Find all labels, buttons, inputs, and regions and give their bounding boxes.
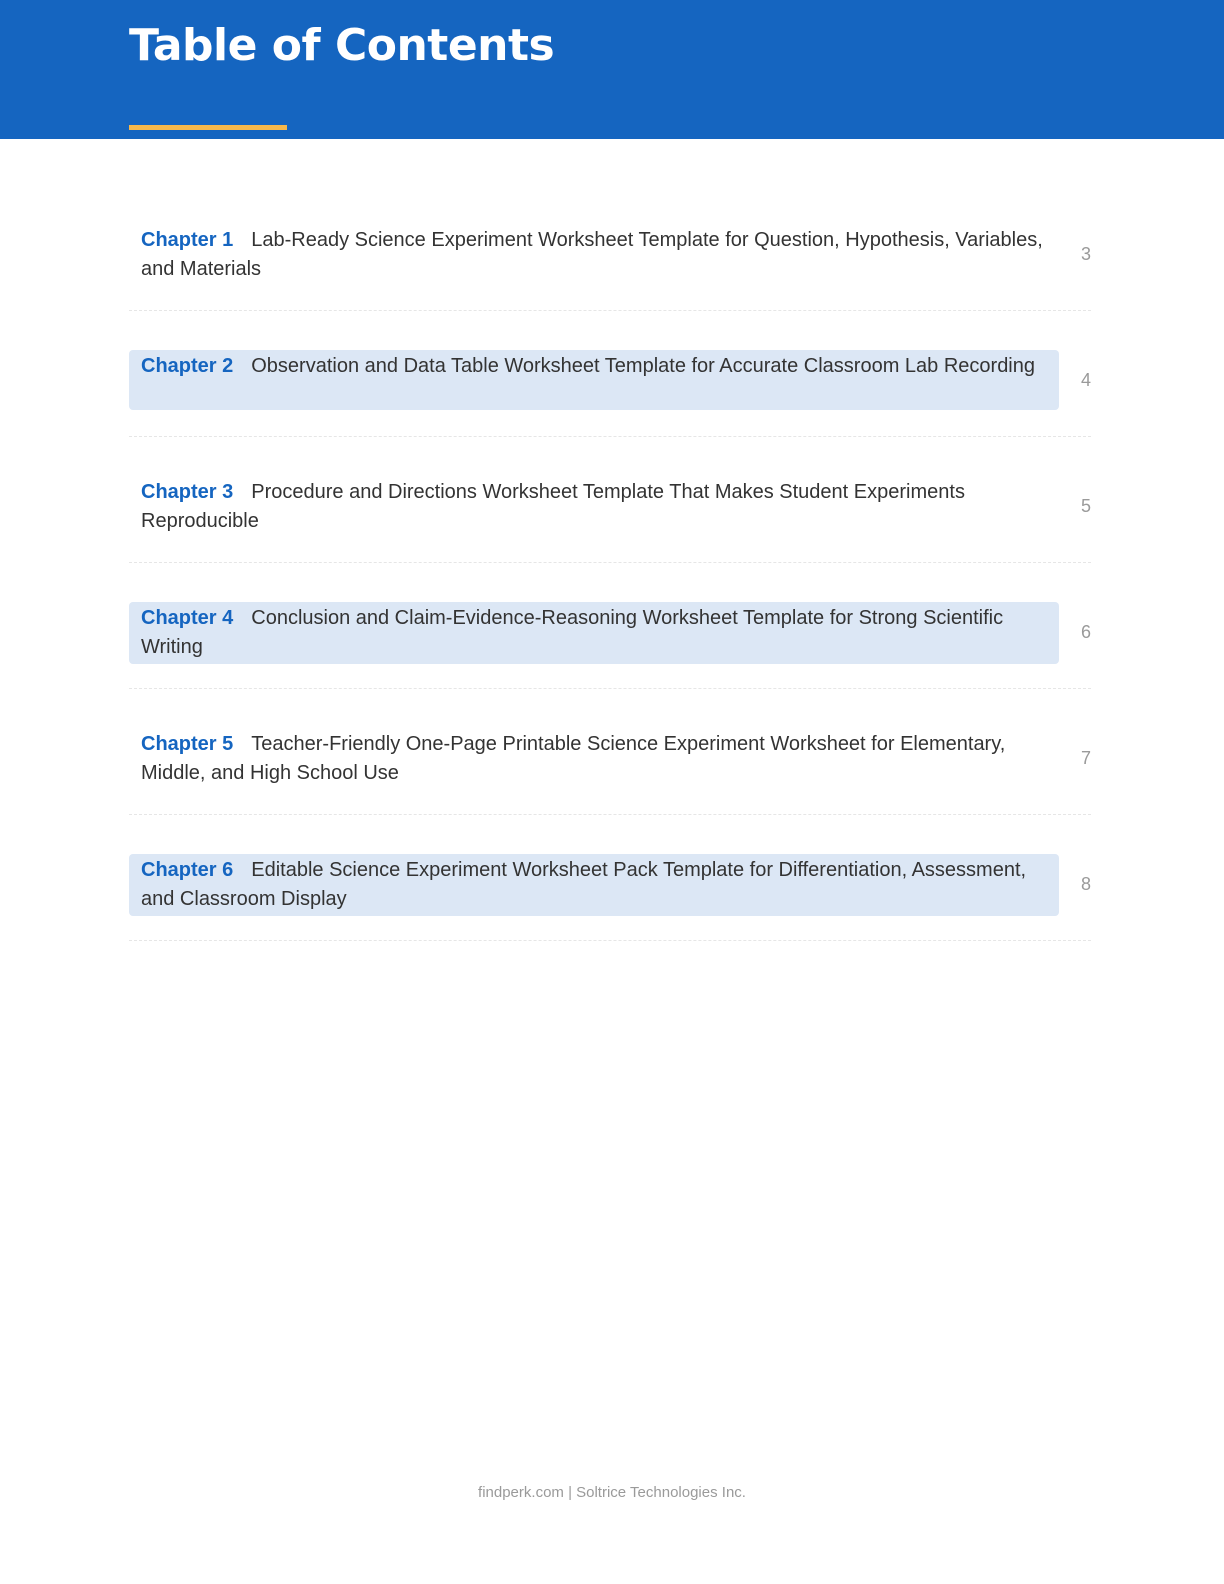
toc-entry-chapter-2[interactable]: [129, 326, 1091, 437]
toc-entry-box: [129, 350, 1059, 410]
chapter-label: Chapter 4: [141, 607, 234, 629]
chapter-title: Teacher-Friendly One-Page Printable Science Experiment Worksheet for Elementary, Middle, and High School Use: [141, 733, 1006, 784]
toc-entry-chapter-4[interactable]: [129, 578, 1091, 689]
chapter-label: Chapter 3: [141, 481, 234, 503]
chapter-title: Procedure and Directions Worksheet Template That Makes Student Experiments Reproducible: [141, 481, 965, 532]
header-banner: [0, 0, 1224, 139]
title-accent-bar: [129, 125, 287, 130]
page-title: Table of Contents: [129, 20, 555, 71]
page-number: 7: [1080, 748, 1091, 768]
chapter-label: Chapter 2: [141, 355, 234, 377]
toc-entry-text: [141, 229, 1043, 280]
footer-text: findperk.com | Soltrice Technologies Inc.: [478, 1484, 746, 1501]
toc-entry-text: [141, 355, 1035, 377]
toc-entry-chapter-3[interactable]: [129, 452, 1091, 563]
toc-entry-text: [141, 859, 1026, 910]
chapter-label: Chapter 1: [141, 229, 234, 251]
page-number: 8: [1080, 874, 1091, 894]
toc-entry-chapter-1[interactable]: [129, 200, 1091, 311]
page-number: 6: [1080, 622, 1091, 642]
toc-entry-box: [129, 728, 1059, 790]
chapter-title: Conclusion and Claim-Evidence-Reasoning Worksheet Template for Strong Scientific Writing: [141, 607, 1004, 658]
toc-list: [129, 200, 1091, 956]
toc-entry-text: [141, 481, 965, 532]
toc-entry-chapter-6[interactable]: [129, 830, 1091, 941]
toc-entry-box: [129, 854, 1059, 916]
chapter-label: Chapter 6: [141, 859, 234, 881]
chapter-title: Lab-Ready Science Experiment Worksheet Template for Question, Hypothesis, Variables, and Materials: [141, 229, 1043, 280]
toc-entry-box: [129, 602, 1059, 664]
page-number: 5: [1080, 496, 1091, 516]
chapter-label: Chapter 5: [141, 733, 234, 755]
toc-entry-chapter-5[interactable]: [129, 704, 1091, 815]
toc-entry-box: [129, 476, 1059, 538]
page-number: 3: [1080, 244, 1091, 264]
toc-entry-text: [141, 607, 1003, 658]
chapter-title: Editable Science Experiment Worksheet Pack Template for Differentiation, Assessment, and Classroom Display: [141, 859, 1027, 910]
toc-entry-text: [141, 733, 1005, 784]
page-number: 4: [1080, 370, 1091, 390]
toc-entry-box: [129, 224, 1059, 286]
chapter-title: Observation and Data Table Worksheet Template for Accurate Classroom Lab Recording: [251, 355, 1035, 377]
